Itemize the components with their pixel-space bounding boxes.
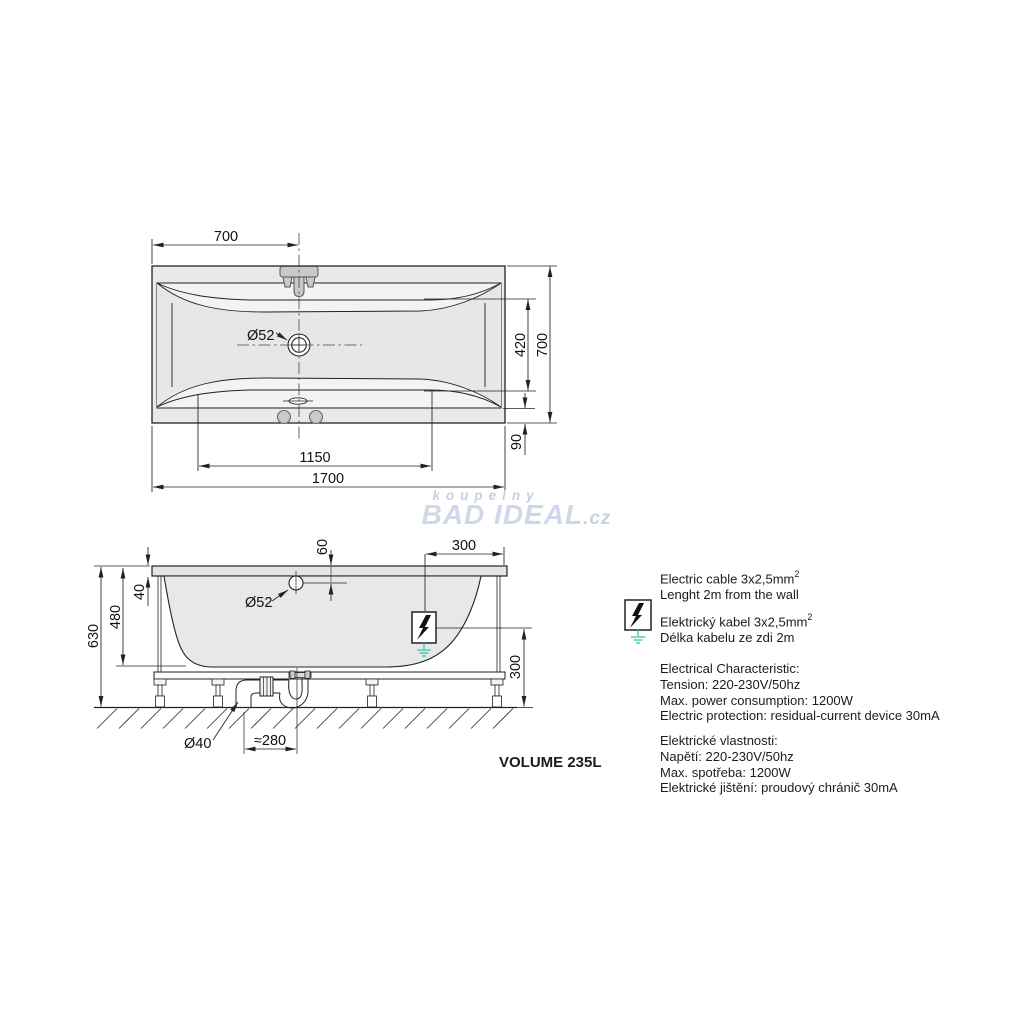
electric-symbol-icon <box>625 600 651 643</box>
side-view-drawing <box>86 538 533 754</box>
spec-superscript: 2 <box>794 569 800 579</box>
electrical-characteristics-en <box>660 661 940 724</box>
spec-line <box>660 568 799 587</box>
dim-60-label: 60 <box>315 538 331 556</box>
dim-630-label: 630 <box>86 623 102 649</box>
frame-rail <box>154 672 505 679</box>
rim-profile <box>152 566 507 576</box>
trap-offset-label: ≈280 <box>253 733 287 749</box>
frame-legs <box>154 679 503 707</box>
drain-pipe-diameter-label: Ø40 <box>184 736 212 752</box>
watermark-brand <box>394 499 639 531</box>
spec-line: Max. power consumption: 1200W <box>660 692 853 708</box>
watermark-brand-text: BAD IDEAL <box>421 499 584 530</box>
spec-line: Electric protection: residual-current device 30mA <box>660 708 940 724</box>
overflow-diameter-label: Ø52 <box>245 595 273 611</box>
electric-cable-spec-en <box>660 568 799 603</box>
dim-1150-label: 1150 <box>299 450 331 466</box>
watermark-koupelny: koupelny <box>432 488 540 503</box>
dim-480-label: 480 <box>108 604 124 630</box>
dim-700-right-label: 700 <box>535 332 551 358</box>
earth-ground-icon <box>631 630 645 643</box>
spec-text: Electric cable 3x2,5mm <box>660 571 795 587</box>
volume-label: VOLUME 235L <box>499 754 602 771</box>
electrical-characteristics-cz <box>660 733 898 796</box>
drain-diameter-label: Ø52 <box>247 328 275 344</box>
spec-line <box>660 611 812 630</box>
spec-line: Max. spotřeba: 1200W <box>660 764 791 780</box>
dim-420-label: 420 <box>513 332 529 358</box>
spec-line: Tension: 220-230V/50hz <box>660 676 801 692</box>
spec-text: Elektrický kabel 3x2,5mm <box>660 614 808 630</box>
watermark-tld: .cz <box>583 508 612 529</box>
spec-superscript: 2 <box>807 612 813 622</box>
floor-hatching <box>97 709 513 729</box>
jet-left-icon <box>278 411 291 424</box>
spec-line: Napětí: 220-230V/50hz <box>660 748 794 764</box>
dim-1700-label: 1700 <box>311 471 345 487</box>
spec-line: Electrical Characteristic: <box>660 661 800 676</box>
spec-line: Elektrické jištění: proudový chránič 30mA <box>660 780 898 796</box>
dim-300-right-label: 300 <box>508 654 524 680</box>
spec-line: Elektrické vlastnosti: <box>660 733 778 748</box>
top-view-drawing <box>152 229 557 492</box>
jet-right-icon <box>310 411 323 424</box>
dim-90-label: 90 <box>509 433 525 451</box>
spec-line: Délka kabelu ze zdi 2m <box>660 630 795 646</box>
dim-700-left-label: 700 <box>213 229 239 245</box>
spec-line: Lenght 2m from the wall <box>660 587 799 603</box>
electric-cable-spec-cz <box>660 611 812 646</box>
dim-40-label: 40 <box>132 583 148 601</box>
dim-300-top-label: 300 <box>451 538 477 554</box>
